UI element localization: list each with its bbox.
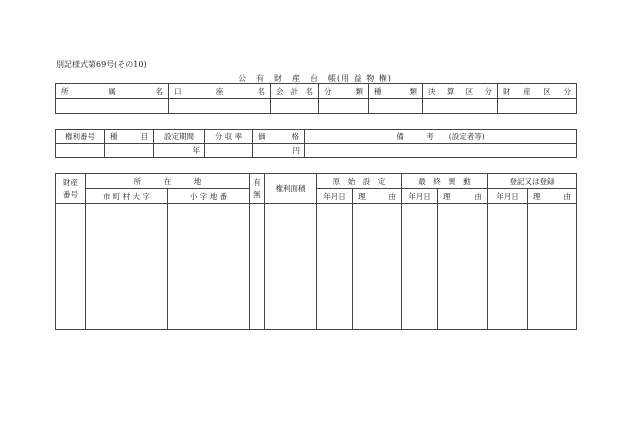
header-share-rate: 分 収 率 bbox=[205, 130, 253, 144]
header-accounting-name: 会 計 名 bbox=[271, 84, 319, 99]
cell-accounting-name[interactable] bbox=[271, 99, 319, 114]
header-type: 種 類 bbox=[369, 84, 423, 99]
cell-property-division[interactable] bbox=[498, 99, 577, 114]
cell-account[interactable] bbox=[169, 99, 271, 114]
cell-presence[interactable] bbox=[250, 204, 265, 330]
cell-remarks[interactable] bbox=[305, 144, 577, 158]
header-category: 分 類 bbox=[319, 84, 369, 99]
subheader-lot: 小 字 地 番 bbox=[168, 189, 250, 204]
cell-rights-area[interactable] bbox=[265, 204, 317, 330]
subheader-registration-reason: 理 由 bbox=[528, 189, 577, 204]
cell-category[interactable] bbox=[319, 99, 369, 114]
subheader-change-reason: 理 由 bbox=[438, 189, 488, 204]
cell-item[interactable] bbox=[105, 144, 154, 158]
subheader-original-reason: 理 由 bbox=[353, 189, 402, 204]
cell-original-reason[interactable] bbox=[353, 204, 402, 330]
header-remarks: 備 考 (設定者等) bbox=[305, 130, 577, 144]
cell-type[interactable] bbox=[369, 99, 423, 114]
cell-setting-period[interactable]: 年 bbox=[154, 144, 205, 158]
property-class-table bbox=[55, 83, 577, 114]
subheader-original-date: 年月日 bbox=[317, 189, 353, 204]
header-property-number: 財産 番号 bbox=[56, 174, 86, 204]
header-account: 口 座 名 bbox=[169, 84, 271, 99]
header-property-division: 財 産 区 分 bbox=[498, 84, 577, 99]
cell-registration-date[interactable] bbox=[488, 204, 528, 330]
header-item: 種 目 bbox=[105, 130, 154, 144]
subheader-registration-date: 年月日 bbox=[488, 189, 528, 204]
cell-city[interactable] bbox=[86, 204, 168, 330]
cell-share-rate[interactable] bbox=[205, 144, 253, 158]
header-setting-period: 設定期間 bbox=[154, 130, 205, 144]
form-label: 別記様式第69号(その10) bbox=[56, 60, 147, 69]
cell-registration-reason[interactable] bbox=[528, 204, 577, 330]
rights-table bbox=[55, 129, 577, 158]
cell-original-date[interactable] bbox=[317, 204, 353, 330]
cell-change-date[interactable] bbox=[402, 204, 438, 330]
cell-lot[interactable] bbox=[168, 204, 250, 330]
header-settlement-division: 決 算 区 分 bbox=[423, 84, 498, 99]
cell-settlement-division[interactable] bbox=[423, 99, 498, 114]
header-registration: 登記又は登録 bbox=[488, 174, 577, 189]
header-affiliation: 所 属 名 bbox=[56, 84, 169, 99]
ledger-title: 公 有 財 産 台 帳(用 益 物 権) bbox=[238, 74, 392, 83]
cell-change-reason[interactable] bbox=[438, 204, 488, 330]
header-presence: 有 無 bbox=[250, 174, 265, 204]
cell-affiliation[interactable] bbox=[56, 99, 169, 114]
header-price: 価 格 bbox=[253, 130, 305, 144]
cell-rights-number[interactable] bbox=[56, 144, 105, 158]
header-rights-number: 権利番号 bbox=[56, 130, 105, 144]
header-rights-area: 権利面積 bbox=[265, 174, 317, 204]
header-location: 所 在 地 bbox=[86, 174, 250, 189]
subheader-change-date: 年月日 bbox=[402, 189, 438, 204]
location-table bbox=[55, 173, 577, 330]
header-original-setting: 原 始 設 定 bbox=[317, 174, 402, 189]
subheader-city: 市 町 村 大 字 bbox=[86, 189, 168, 204]
header-last-change: 最 終 異 動 bbox=[402, 174, 488, 189]
cell-property-number[interactable] bbox=[56, 204, 86, 330]
cell-price[interactable]: 円 bbox=[253, 144, 305, 158]
